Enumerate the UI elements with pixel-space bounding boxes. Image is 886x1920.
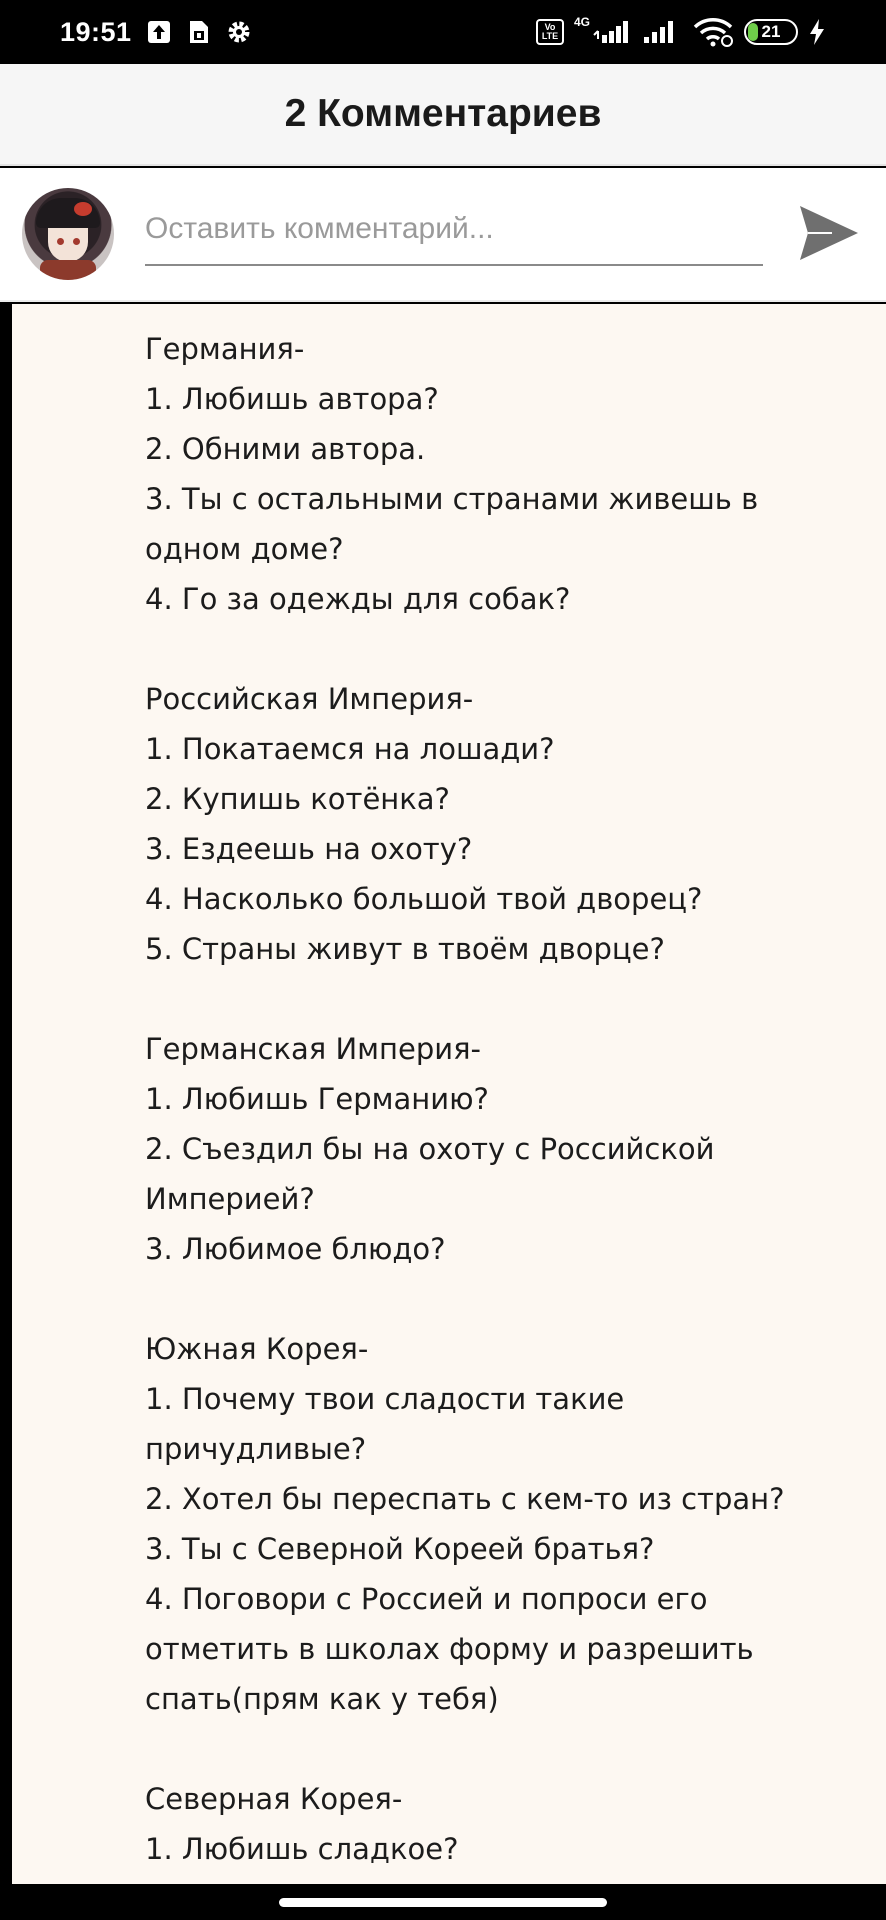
comment-line: 2. Обними автора.	[145, 432, 426, 466]
comment-line: Германия-	[145, 332, 305, 366]
avatar-hat-shape	[36, 198, 100, 228]
send-icon	[798, 202, 860, 264]
comment-line: Российская Империя-	[145, 682, 474, 716]
comment-line: 4. Поговори с Россией и попроси его	[145, 1582, 708, 1616]
avatar[interactable]	[22, 188, 114, 280]
comment-line: 1. Почему твои сладости такие	[145, 1382, 625, 1416]
comment-line: 1. Любишь автора?	[145, 382, 439, 416]
avatar-flower-shape	[74, 202, 92, 216]
signal-icon	[592, 19, 632, 45]
upload-icon	[146, 19, 172, 45]
comment-line: 4. Го за одежды для собак?	[145, 582, 571, 616]
comment-line: отметить в школах форму и разрешить	[145, 1632, 754, 1666]
comment-input-row	[0, 168, 886, 302]
comment-line: Германская Империя-	[145, 1032, 481, 1066]
comment-text	[145, 324, 805, 1874]
battery-icon	[744, 19, 798, 45]
status-bar	[0, 0, 886, 64]
navigation-bar	[0, 1884, 886, 1920]
comment-content	[12, 304, 886, 1884]
comment-line: 3. Ты с остальными странами живешь в	[145, 482, 759, 516]
comment-line: Северная Корея-	[145, 1782, 403, 1816]
charging-icon	[808, 19, 826, 45]
comment-line: 1. Покатаемся на лошади?	[145, 732, 555, 766]
comment-line: 3. Ты с Северной Кореей братья?	[145, 1532, 655, 1566]
comment-line	[145, 1724, 805, 1774]
avatar-eye-shape	[57, 238, 64, 245]
page-title: 2 Комментариев	[284, 92, 602, 135]
network-type-label: 4G	[573, 15, 590, 29]
avatar-face-shape	[48, 228, 88, 262]
comment-line: спать(прям как у тебя)	[145, 1682, 499, 1716]
signal-icon	[642, 19, 682, 45]
comment-line: 4. Насколько большой твой дворец?	[145, 882, 703, 916]
comment-line: 3. Ездеешь на охоту?	[145, 832, 473, 866]
avatar-eye-shape	[73, 238, 80, 245]
send-button[interactable]	[796, 200, 862, 266]
gear-icon	[226, 19, 252, 45]
comment-line: 2. Купишь котёнка?	[145, 782, 450, 816]
app-header	[0, 64, 886, 166]
comment-line: 5. Страны живут в твоём дворце?	[145, 932, 665, 966]
comment-line: Южная Корея-	[145, 1332, 369, 1366]
wifi-icon	[692, 19, 734, 45]
comment-line: одном доме?	[145, 532, 344, 566]
comment-line: 1. Любишь Германию?	[145, 1082, 489, 1116]
comment-input[interactable]	[145, 204, 763, 266]
home-gesture-handle[interactable]	[279, 1898, 607, 1907]
status-left	[60, 17, 252, 48]
status-right	[536, 15, 826, 45]
comment-line	[145, 1274, 805, 1324]
comment-line	[145, 974, 805, 1024]
avatar-scarf-shape	[40, 260, 96, 280]
status-time: 19:51	[60, 16, 132, 47]
comment-line: Империей?	[145, 1182, 315, 1216]
comment-line: 3. Любимое блюдо?	[145, 1232, 446, 1266]
comment-line	[145, 624, 805, 674]
comment-line: 2. Съездил бы на охоту с Российской	[145, 1132, 715, 1166]
comment-line: 2. Хотел бы переспать с кем-то из стран?	[145, 1482, 785, 1516]
sim-card-icon	[186, 19, 212, 45]
volte-badge: Vo LTE	[536, 19, 564, 45]
comment-line: 1. Любишь сладкое?	[145, 1832, 459, 1866]
battery-level-text: 21	[761, 22, 781, 41]
comment-line: причудливые?	[145, 1432, 367, 1466]
